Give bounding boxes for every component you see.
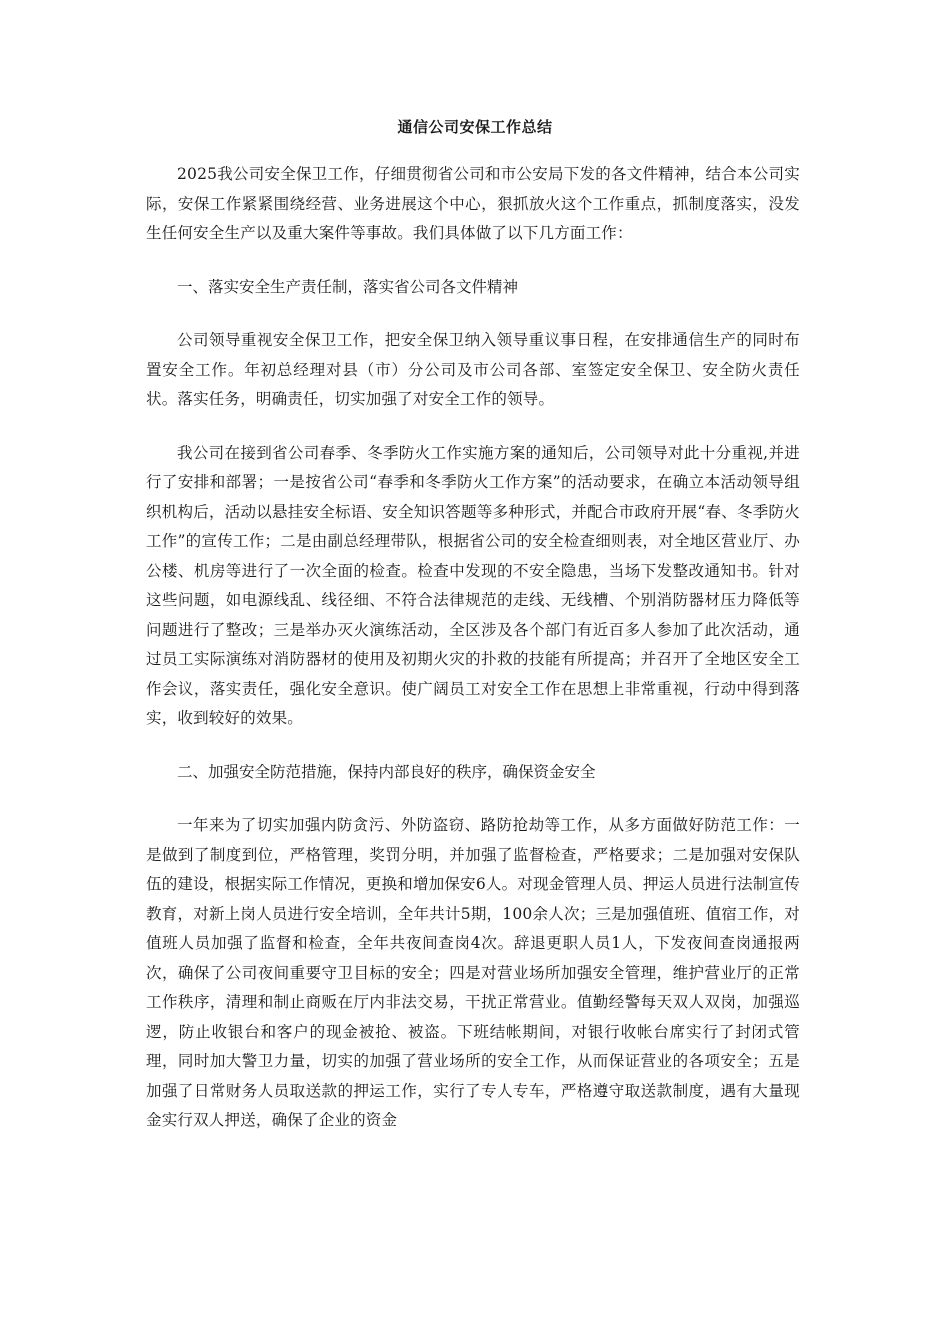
document-body (146, 160, 800, 1136)
document-title: 通信公司安保工作总结 (397, 118, 553, 136)
intro-paragraph: 2025我公司安全保卫工作，仔细贯彻省公司和市公安局下发的各文件精神，结合本公司实际，安保工作紧紧围绕经营、业务进展这个中心，狠抓放火这个工作重点，抓制度落实，没发生任何安全生产以及重大案件等事故。我们具体做了以下几方面工作： (146, 165, 800, 242)
body-paragraph: 我公司在接到省公司春季、冬季防火工作实施方案的通知后，公司领导对此十分重视,并进行了安排和部署；一是按省公司“春季和冬季防火工作方案”的活动要求，在确立本活动领导组织机构后，活动以悬挂安全标语、安全知识答题等多种形式，并配合市政府开展“春、冬季防火工作”的宣传工作；二是由副总经理带队，根据省公司的安全检查细则表，对全地区营业厅、办公楼、机房等进行了一次全面的检查。检查中发现的不安全隐患，当场下发整改通知书。针对这些问题，如电源线乱、线径细、不符合法律规范的走线、无线槽、个别消防器材压力降低等问题进行了整改；三是举办灭火演练活动，全区涉及各个部门有近百多人参加了此次活动，通过员工实际演练对消防器材的使用及初期火灾的扑救的技能有所提高；并召开了全地区安全工作会议，落实责任，强化安全意识。使广阔员工对安全工作在思想上非常重视，行动中得到落实，收到较好的效果。 (146, 443, 800, 727)
section-heading-2: 二、加强安全防范措施，保持内部良好的秩序，确保资金安全 (177, 762, 596, 781)
body-paragraph: 公司领导重视安全保卫工作，把安全保卫纳入领导重议事日程，在安排通信生产的同时布置安全工作。年初总经理对县（市）分公司及市公司各部、室签定安全保卫、安全防火责任状。落实任务，明确责任，切实加强了对安全工作的领导。 (146, 331, 800, 408)
body-paragraph: 一年来为了切实加强内防贪污、外防盗窃、路防抢劫等工作，从多方面做好防范工作：一是做到了制度到位，严格管理，奖罚分明，并加强了监督检查，严格要求；二是加强对安保队伍的建设，根据实际工作情况，更换和增加保安6人。对现金管理人员、押运人员进行法制宣传教育，对新上岗人员进行安全培训，全年共计5期，100余人次；三是加强值班、值宿工作，对值班人员加强了监督和检查，全年共夜间查岗4次。辞退更职人员1人，下发夜间查岗通报两次，确保了公司夜间重要守卫目标的安全；四是对营业场所加强安全管理，维护营业厅的正常工作秩序，清理和制止商贩在厅内非法交易，干扰正常营业。值勤经警每天双人双岗，加强巡逻，防止收银台和客户的现金被抢、被盗。下班结帐期间，对银行收帐台席实行了封闭式管理，同时加大警卫力量，切实的加强了营业场所的安全工作，从而保证营业的各项安全；五是加强了日常财务人员取送款的押运工作，实行了专人专车，严格遵守取送款制度，遇有大量现金实行双人押送，确保了企业的资金 (146, 816, 800, 1129)
section-heading-1: 一、落实安全生产责任制，落实省公司各文件精神 (177, 277, 519, 296)
